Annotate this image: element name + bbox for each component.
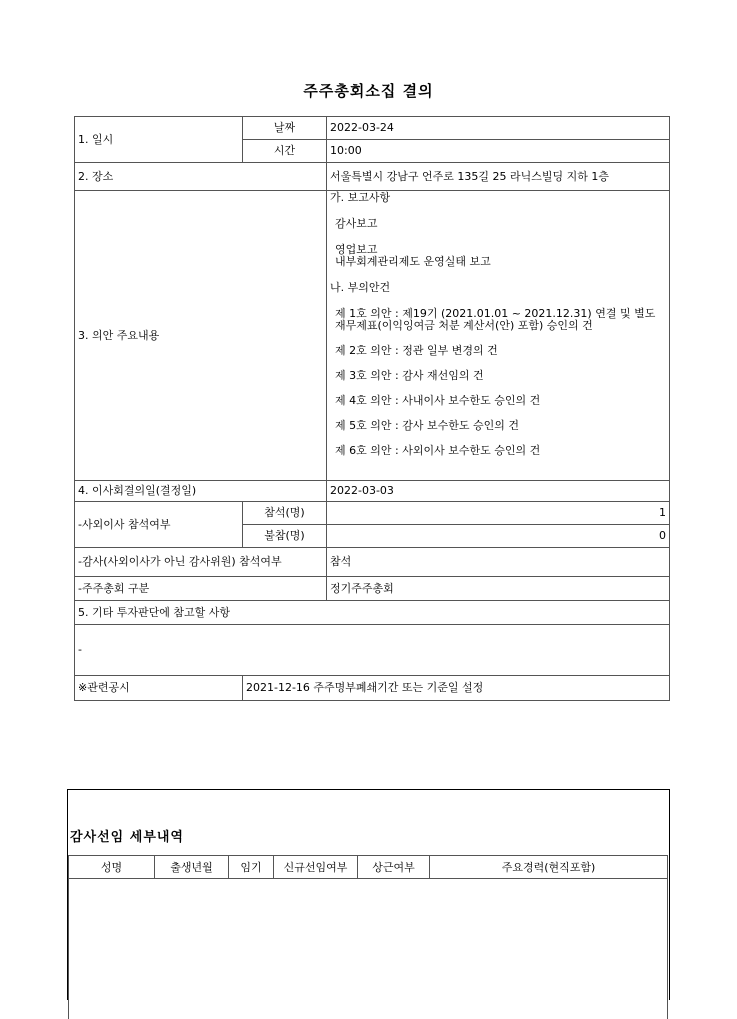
other-matters-label: 5. 기타 투자판단에 참고할 사항 [75, 601, 670, 625]
header-birth: 출생년월 [155, 856, 229, 879]
header-full-time: 상근여부 [358, 856, 430, 879]
place-value: 서울특별시 강남구 언주로 135길 25 라닉스빌딩 지하 1층 [327, 163, 670, 191]
related-disclosure-value: 2021-12-16 주주명부폐쇄기간 또는 기준일 설정 [243, 676, 670, 701]
business-report: 영업보고 [330, 244, 666, 256]
auditor-section-title: 감사선임 세부내역 [70, 826, 184, 845]
time-label: 시간 [243, 140, 327, 163]
time-value: 10:00 [327, 140, 670, 163]
present-value: 1 [327, 502, 670, 525]
agenda-item-3: 제 3호 의안 : 감사 재선임의 건 [330, 370, 666, 382]
audit-report: 감사보고 [330, 218, 666, 230]
header-career: 주요경력(현직포함) [430, 856, 668, 879]
internal-control-report: 내부회계관리제도 운영실태 보고 [330, 256, 666, 268]
auditor-appointment-section [67, 789, 670, 1000]
place-label: 2. 장소 [75, 163, 327, 191]
meeting-resolution-table [74, 116, 670, 701]
datetime-label: 1. 일시 [75, 117, 243, 163]
agenda-item-5: 제 5호 의안 : 감사 보수한도 승인의 건 [330, 420, 666, 432]
board-date-label: 4. 이사회결의일(결정일) [75, 481, 327, 502]
agenda-item-6: 제 6호 의안 : 사외이사 보수한도 승인의 건 [330, 445, 666, 457]
date-label: 날짜 [243, 117, 327, 140]
agenda-item-4: 제 4호 의안 : 사내이사 보수한도 승인의 건 [330, 395, 666, 407]
absent-label: 불참(명) [243, 525, 327, 548]
agenda-item-1: 제 1호 의안 : 제19기 (2021.01.01 ~ 2021.12.31) 연결 및 별도 재무제표(이익잉여금 처분 계산서(안) 포함) 승인의 건 [330, 308, 666, 332]
agenda-item-2: 제 2호 의안 : 정관 일부 변경의 건 [330, 345, 666, 357]
header-new-appointment: 신규선임여부 [274, 856, 358, 879]
auditor-attendance-value: 참석 [327, 548, 670, 577]
agenda-label: 3. 의안 주요내용 [75, 191, 327, 481]
agenda-content [327, 191, 670, 481]
auditor-details-empty-row [69, 879, 668, 1019]
absent-value: 0 [327, 525, 670, 548]
header-term: 임기 [229, 856, 274, 879]
auditor-details-table [68, 855, 668, 1019]
date-value: 2022-03-24 [327, 117, 670, 140]
board-date-value: 2022-03-03 [327, 481, 670, 502]
meeting-type-value: 정기주주총회 [327, 577, 670, 601]
resolution-header: 나. 부의안건 [330, 282, 666, 294]
other-matters-value: - [75, 625, 670, 676]
page-title: 주주총회소집 결의 [0, 80, 737, 101]
report-header: 가. 보고사항 [330, 192, 666, 204]
meeting-type-label: -주주총회 구분 [75, 577, 327, 601]
related-disclosure-label: ※관련공시 [75, 676, 243, 701]
header-name: 성명 [69, 856, 155, 879]
present-label: 참석(명) [243, 502, 327, 525]
auditor-attendance-label: -감사(사외이사가 아닌 감사위원) 참석여부 [75, 548, 327, 577]
outside-director-label: -사외이사 참석여부 [75, 502, 243, 548]
